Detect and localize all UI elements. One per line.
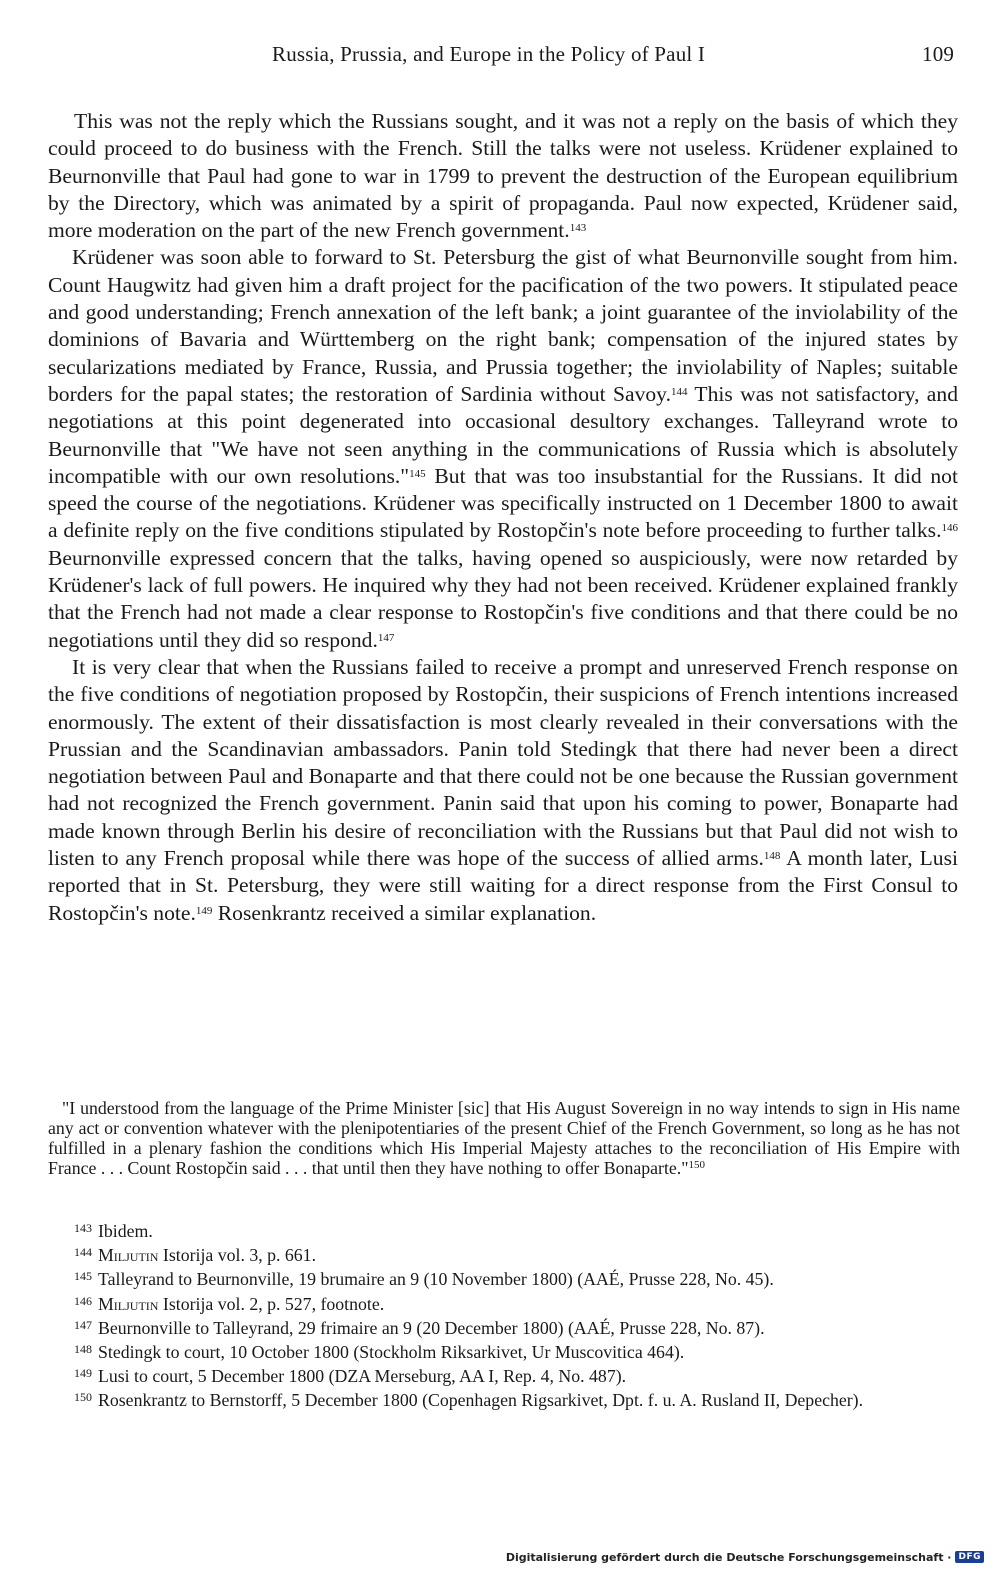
running-head — [0, 42, 1000, 72]
footnote-number: 145 — [74, 1269, 92, 1284]
paragraph-text: A month later, Lusi reported that in St. Petersburg, they were still waiting for a direct response from the First Consul to Rostopčin's note. — [48, 846, 958, 925]
footnote-text: Ibidem. — [98, 1221, 153, 1241]
footnote — [48, 1242, 960, 1266]
paragraph-text: But that was too insubstantial for the Russians. It did not speed the course of the negotiations. Krüdener was specifically instructed on 1 December 1800 to await a definite reply on the five conditions stipulated by Rostopčin's note before proceeding to further talks. — [48, 463, 958, 543]
footnote-text: Beurnonville to Talleyrand, 29 frimaire an 9 (20 December 1800) (AAÉ, Prusse 228, No. 87). — [98, 1317, 765, 1338]
footnote-ref: 148 — [763, 850, 781, 863]
footnote — [48, 1339, 960, 1363]
block-quote — [48, 1098, 960, 1178]
footnote-number: 146 — [74, 1293, 92, 1308]
footnote — [48, 1218, 960, 1242]
funding-note — [506, 1548, 984, 1566]
footnote — [48, 1387, 960, 1411]
footnote-text: Istorija vol. 2, p. 527, footnote. — [158, 1293, 385, 1314]
footnote-ref: 147 — [377, 631, 395, 644]
footnote-text: Talleyrand to Beurnonville, 19 brumaire an 9 (10 November 1800) (AAÉ, Prusse 228, No. 45). — [98, 1269, 774, 1290]
footnote — [48, 1266, 960, 1290]
funding-text: Digitalisierung gefördert durch die Deutsche Forschungsgemeinschaft · — [505, 1550, 952, 1564]
footnote — [48, 1291, 960, 1315]
quote-text: "I understood from the language of the Prime Minister [sic] that His August Sovereign in no way intends to sign in His name any act or convention whatever with the plenipotentiaries of the present Chief of the French Government, so long as he has not fulfilled in a plenary fashion the conditions which His Imperial Majesty attaches to the reconciliation of His Empire with France . . . Count Rostopčin said . . . that until then they have nothing to offer Bonaparte." — [48, 1098, 960, 1178]
paragraph-text: This was not the reply which the Russians sought, and it was not a reply on the basis of which they could proceed to do business with the French. Still the talks were not useless. Krüdener explained to Beurnonville that Paul had gone to war in 1799 to prevent the destruction of the European equilibrium by the Directory, which was animated by a spirit of propaganda. Paul now expected, Krüdener said, more moderation on the part of the new French government. — [48, 109, 958, 243]
footnote-text: Rosenkrantz to Bernstorff, 5 December 1800 (Copenhagen Rigsarkivet, Dpt. f. u. A. Rusland II, Depecher). — [98, 1390, 864, 1411]
paragraph-text: Beurnonville expressed concern that the talks, having opened so auspiciously, were now retarded by Krüdener's lack of full powers. He inquired why they had not been received. Krüdener explained frankly that the French had not made a clear response to Rostopčin's five conditions and that there could be no negotiations until they did so respond. — [48, 545, 958, 652]
footnote-ref: 150 — [688, 1159, 706, 1171]
author-name: Miljutin — [98, 1245, 159, 1266]
footnote-text: Istorija vol. 3, p. 661. — [158, 1245, 317, 1266]
footnote-text: Stedingk to court, 10 October 1800 (Stockholm Riksarkivet, Ur Muscovitica 464). — [98, 1342, 685, 1363]
author-name: Miljutin — [98, 1293, 159, 1314]
paragraph-text: It is very clear that when the Russians failed to receive a prompt and unreserved French response on the five conditions of negotiation proposed by Rostopčin, their suspicions of French intentions increased enormously. The extent of their dissatisfaction is most clearly revealed in their conversations with the Prussian and the Scandinavian ambassadors. Panin told Stedingk that there had never been a direct negotiation between Paul and Bonaparte and that there could not be one because the Russian government had not recognized the French government. Panin said that upon his coming to power, Bonaparte had made known through Berlin his desire of reconciliation with the Russians but that Paul did not wish to listen to any French proposal while there was hope of the success of allied arms. — [48, 654, 958, 871]
footnote-ref: 143 — [569, 222, 587, 235]
paragraph-text: Rosenkrantz received a similar explanation. — [212, 900, 597, 925]
footnote — [48, 1363, 960, 1387]
footnote-number: 148 — [74, 1342, 92, 1357]
dfg-logo: DFG — [955, 1551, 984, 1563]
footnote-ref: 144 — [670, 385, 688, 398]
footnote-number: 144 — [74, 1245, 92, 1260]
paragraph-text: This was not satisfactory, and negotiations at this point degenerated into occasional desultory exchanges. Talleyrand wrote to Beurnonville that "We have not seen anything in the communications of Russia which is absolutely incompatible with our own resolutions." — [48, 381, 958, 488]
footnote-ref: 149 — [195, 904, 213, 917]
paragraph — [48, 108, 958, 244]
running-title: Russia, Prussia, and Europe in the Policy of Paul I — [272, 42, 706, 66]
paragraph — [48, 654, 958, 927]
footnote-number: 149 — [74, 1366, 92, 1381]
footnotes — [48, 1218, 960, 1412]
footnote — [48, 1315, 960, 1339]
footnote-number: 150 — [74, 1390, 92, 1405]
paragraph — [48, 244, 958, 653]
footnote-number: 147 — [74, 1317, 92, 1332]
footnote-ref: 146 — [941, 522, 958, 535]
footnote-ref: 145 — [409, 467, 426, 480]
body-text — [48, 108, 958, 927]
footnote-number: 143 — [74, 1221, 92, 1235]
paragraph-text: Krüdener was soon able to forward to St. Petersburg the gist of what Beurnonville sought from him. Count Haugwitz had given him a draft project for the pacification of the two powers. It stipulated peace and good understanding; French annexation of the left bank; a joint guarantee of the inviolability of the dominions of Bavaria and Württemberg on the right bank; compensation of the injured states by secularizations mediated by France, Russia, and Prussia together; the inviolability of Naples; suitable borders for the papal states; the restoration of Sardinia without Savoy. — [48, 245, 958, 406]
footnote-text: Lusi to court, 5 December 1800 (DZA Merseburg, AA I, Rep. 4, No. 487). — [98, 1366, 627, 1387]
page-number: 109 — [922, 42, 955, 66]
quote-paragraph — [48, 1098, 960, 1178]
